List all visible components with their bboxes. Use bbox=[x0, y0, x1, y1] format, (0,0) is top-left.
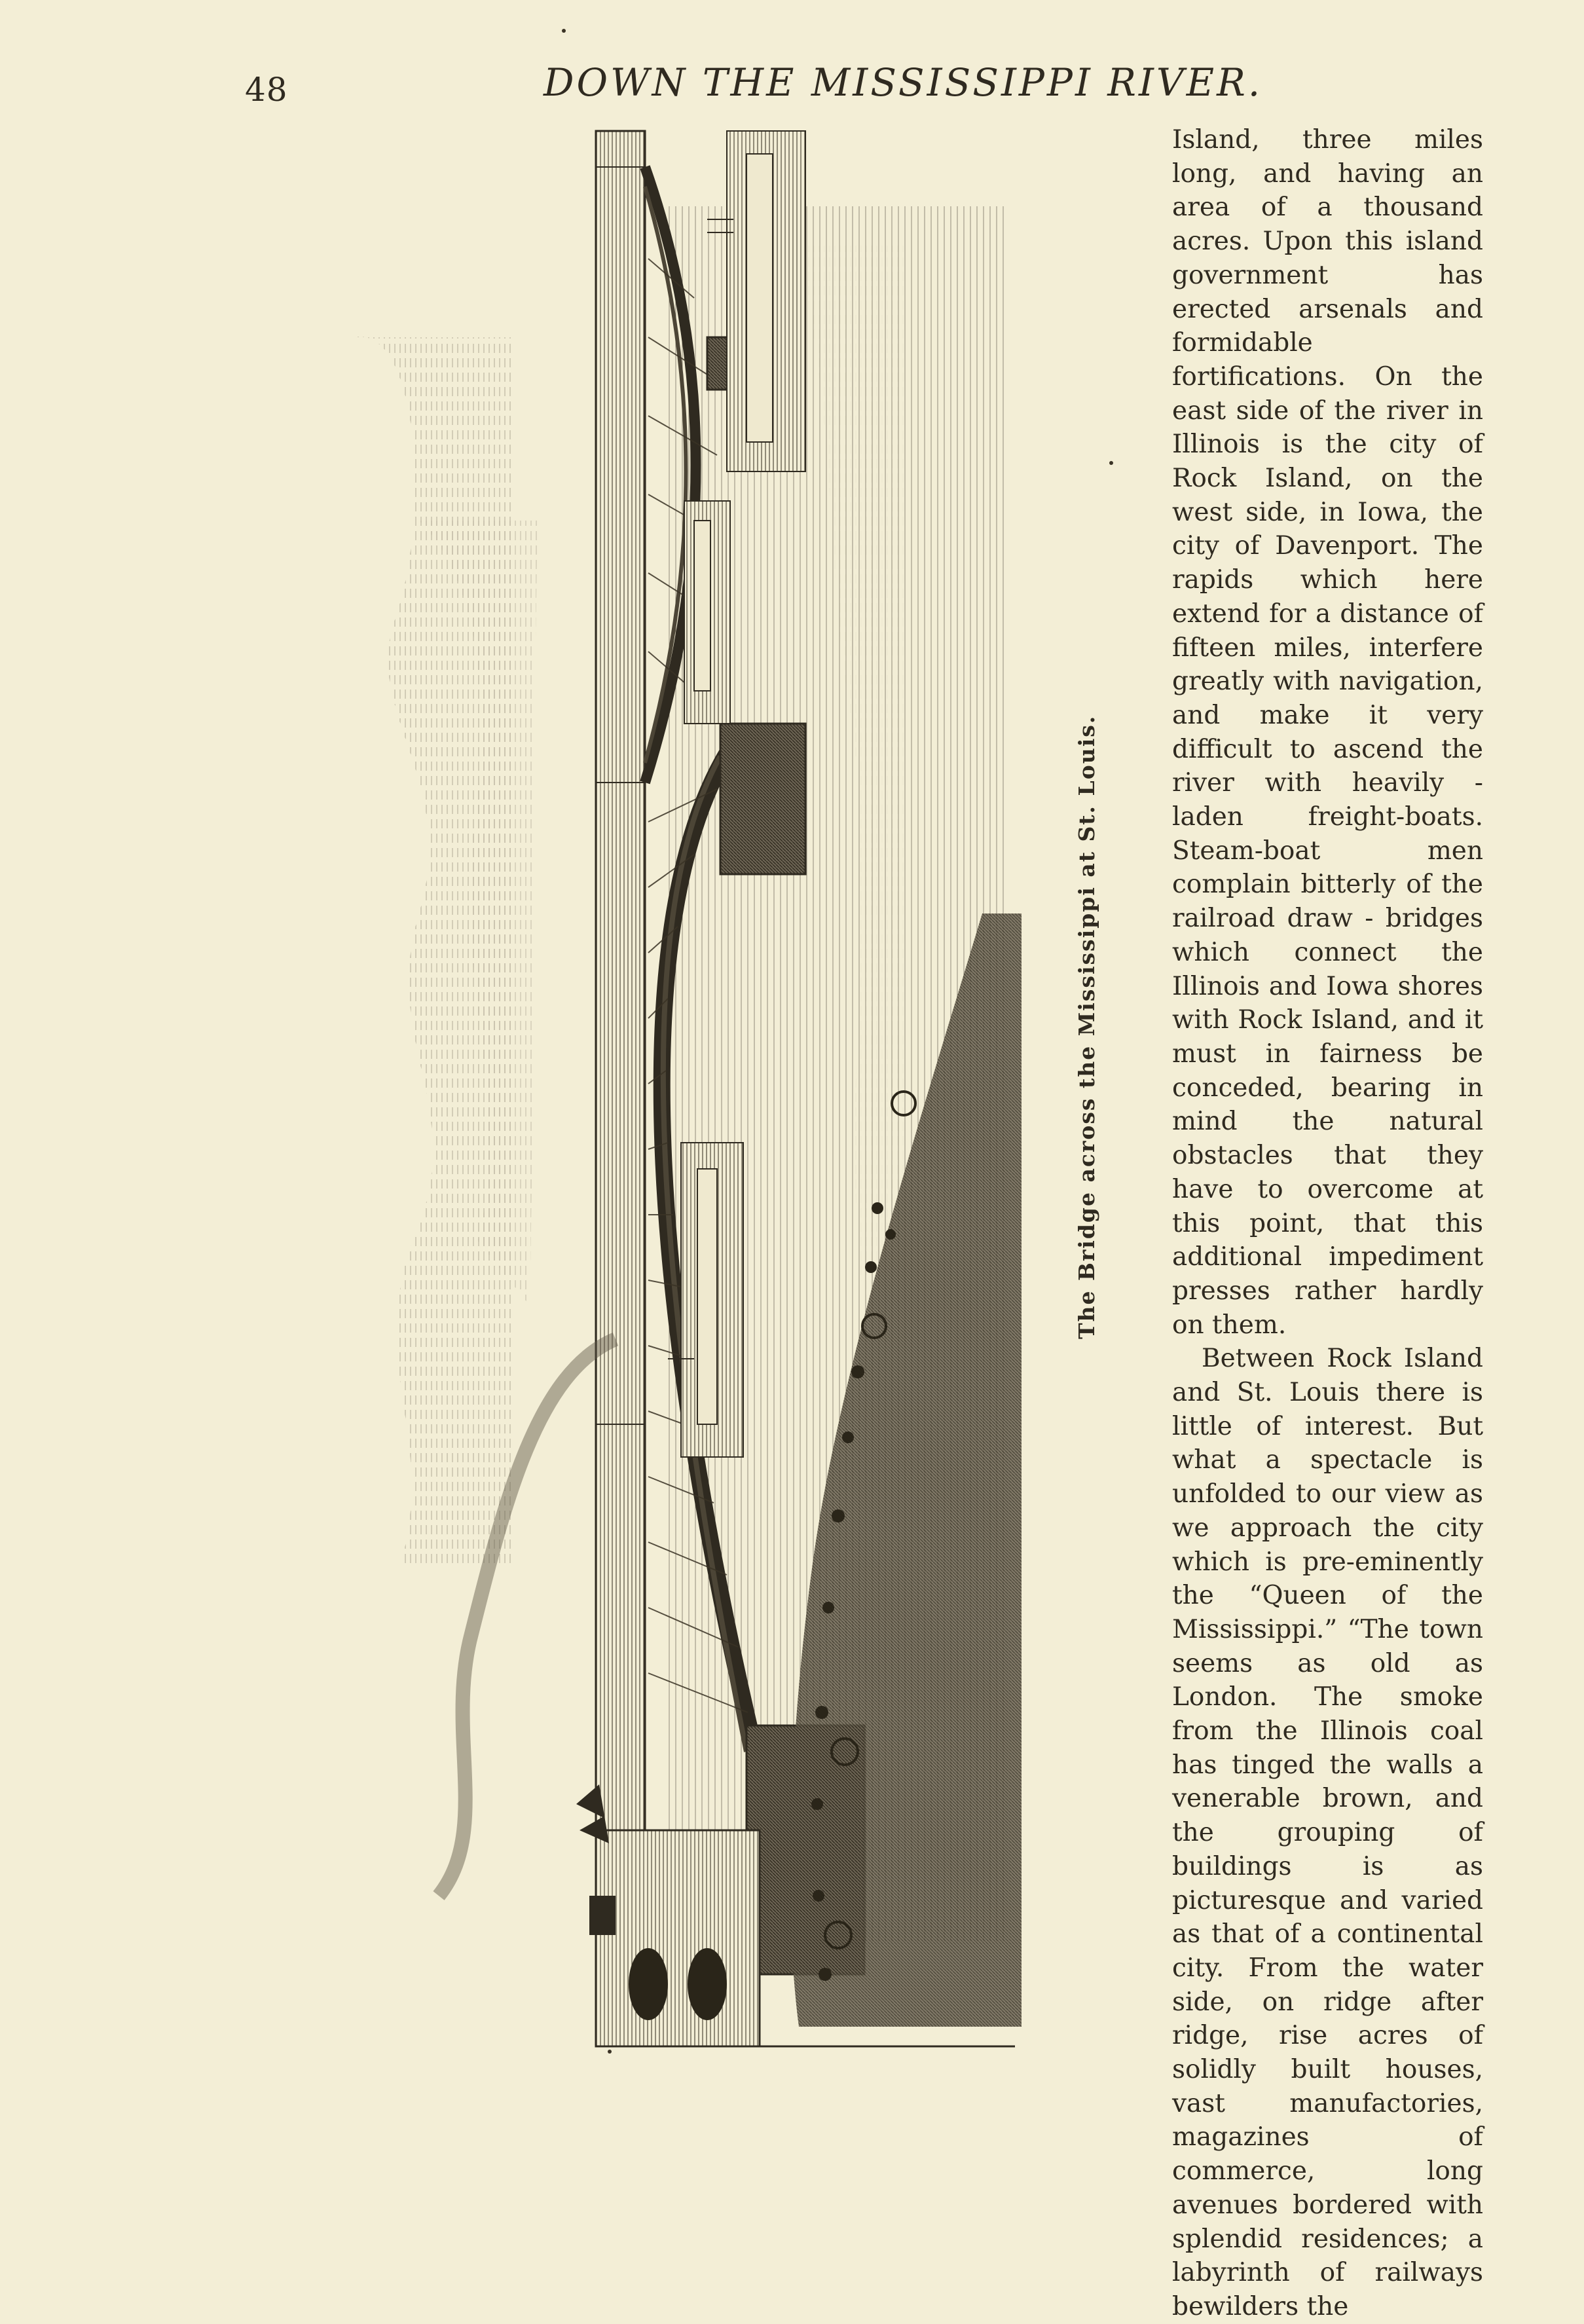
print-speck bbox=[608, 2050, 612, 2054]
print-speck bbox=[562, 29, 566, 33]
page-number: 48 bbox=[245, 71, 288, 109]
steamboat-middle bbox=[684, 501, 730, 724]
body-text bbox=[1172, 123, 1483, 2324]
bridge-abutment bbox=[596, 1830, 760, 2046]
bridge-pier-middle bbox=[720, 724, 805, 874]
bridge-deck bbox=[596, 131, 645, 2046]
paragraph: Island, three miles long, and having an area of a thousand acres. Upon this island government has erected arsenals and formidable fortifications. On the east side of the river in Illinois is the city of Rock Island, on the west side, in Iowa, the city of Davenport. The rapids which here extend for a distance of fifteen miles, interfere greatly with navigation, and make it very difficult to ascend the river with heavily - laden freight-boats. Steam-boat men complain bitterly of the railroad draw - bridges which connect the Illinois and Iowa shores with Rock Island, and it must in fairness be conceded, bearing in mind the natural obstacles that they have to overcome at this point, that this additional impediment presses rather hardly on them. bbox=[1172, 125, 1483, 1340]
bridge-engraving bbox=[341, 128, 1061, 2050]
print-speck bbox=[1109, 461, 1113, 465]
illustration-caption: The Bridge across the Mississippi at St. Louis. bbox=[1074, 714, 1099, 1339]
running-head: DOWN THE MISSISSIPPI RIVER. bbox=[543, 60, 1263, 105]
paragraph: Between Rock Island and St. Louis there is little of interest. But what a spectacle is unfolded to our view as we approach the city which is pre-eminently the “Queen of the Mississippi.” “The town seems as old as London. The smoke from the Illinois coal has tinged the walls a venerable brown, and the grouping of buildings is as picturesque and varied as that of a continental city. From the water side, on ridge after ridge, rise acres of solidly built houses, vast manufactories, magazines of commerce, long avenues bordered with splendid residences; a labyrinth of railways bewilders the bbox=[1172, 1344, 1483, 2321]
